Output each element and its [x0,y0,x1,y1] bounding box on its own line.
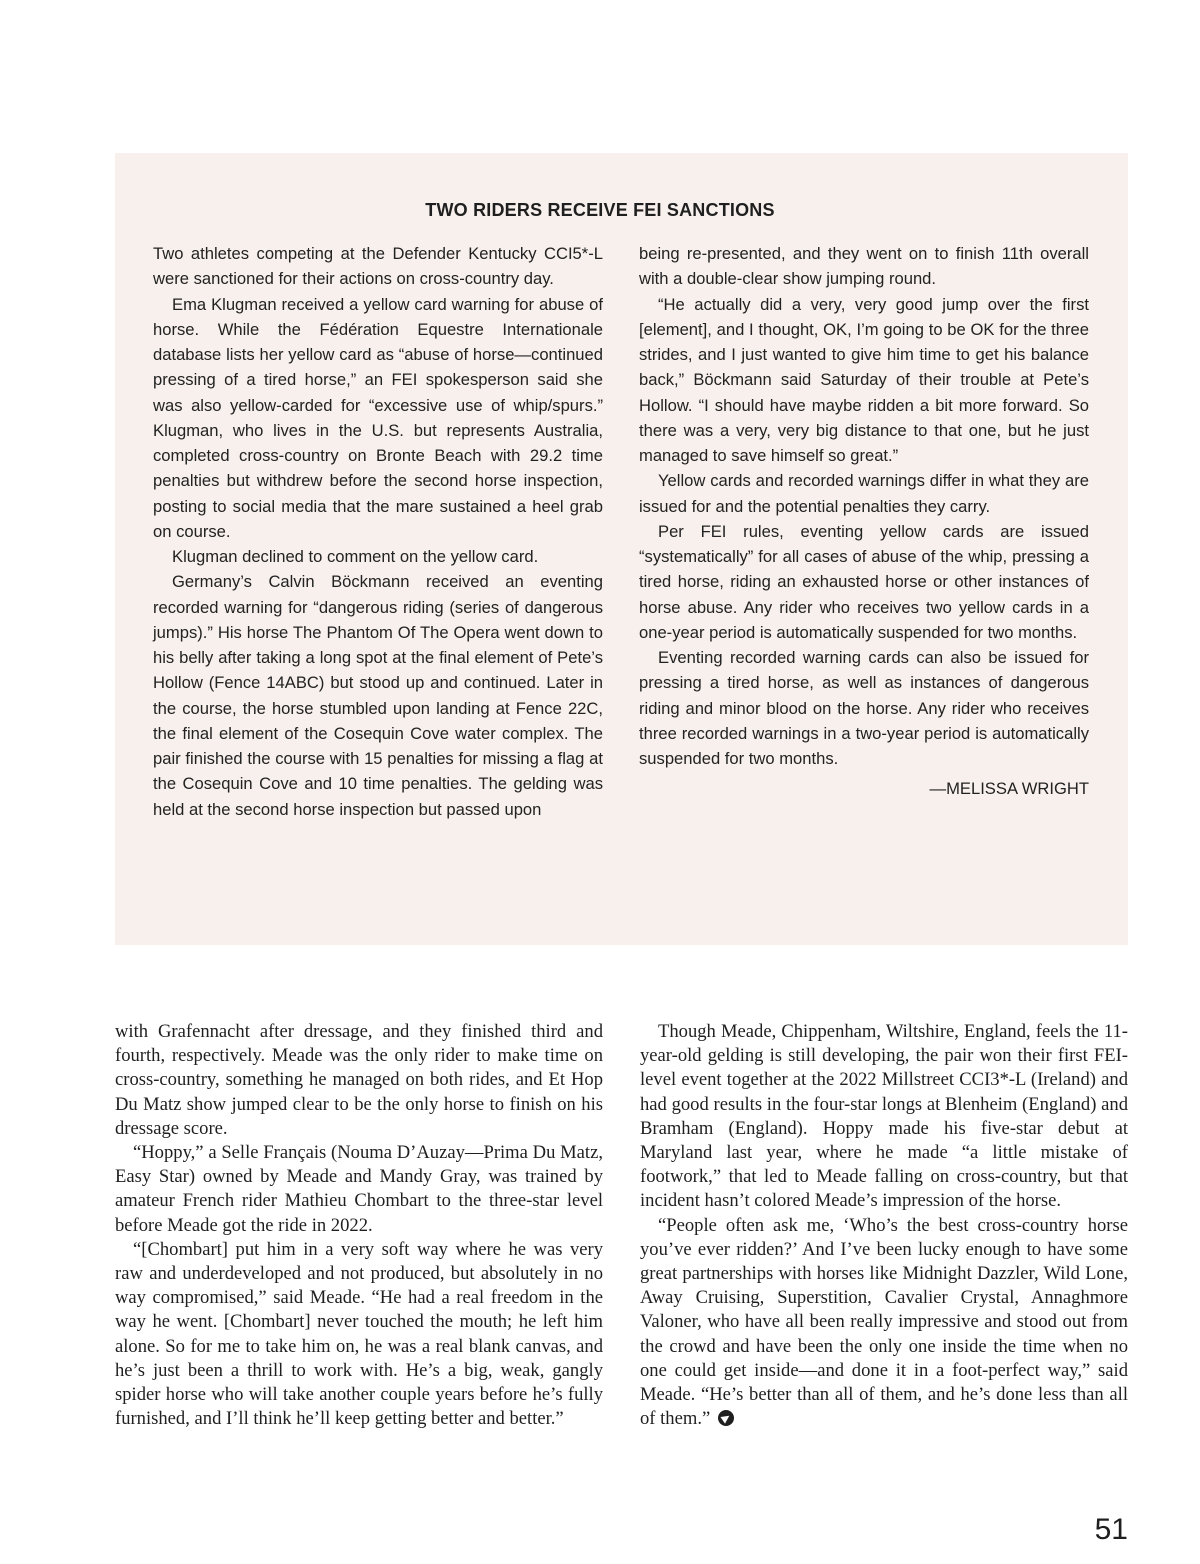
sidebar-paragraph: Ema Klugman received a yellow card warning for abuse of horse. While the Fédération Equestre Internationale database lists her yellow card as “abuse of horse—continued pressing of a tired horse,” an FEI spokesperson said she was also yellow-carded for “excessive use of whip/spurs.” Klugman, who lives in the U.S. but represents Australia, completed cross-country on Bronte Beach with 29.2 time penalties but withdrew before the second horse inspection, posting to social media that the mare sustained a heel grab on course. [153,294,603,541]
body-paragraph-last [640,1214,1128,1432]
sidebar-title: TWO RIDERS RECEIVE FEI SANCTIONS [425,200,775,220]
sidebar-column-left [153,241,603,822]
body-paragraph: Though Meade, Chippenham, Wiltshire, England, feels the 11-year-old gelding is still developing, the pair won their first FEI-level event together at the 2022 Millstreet CCI3*-L (Ireland) and had good results in the four-star longs at Blenheim (England) and Bramham (England). Hoppy made his five-star debut at Maryland last year, where he made “a little mistake of footwork,” that led to Meade falling on cross-country, but that incident hasn’t colored Meade’s impression of the horse. [640,1021,1128,1212]
page-number: 51 [1094,1513,1128,1546]
sidebar-paragraph: Eventing recorded warning cards can also be issued for pressing a tired horse, as well as instances of dangerous riding and minor blood on the horse. Any rider who receives three recorded warnings in a two-year period is automatically suspended for two months. [639,648,1089,768]
sidebar-paragraph: Two athletes competing at the Defender Kentucky CCI5*-L were sanctioned for their actions on cross-country day. [153,244,603,289]
sidebar-paragraph: Yellow cards and recorded warnings differ in what they are issued for and the potential penalties they carry. [639,471,1089,516]
sidebar-paragraph: Germany’s Calvin Böckmann received an eventing recorded warning for “dangerous riding (series of dangerous jumps).” His horse The Phantom Of The Opera went down to his belly after taking a long spot at the final element of Pete’s Hollow (Fence 14ABC) but stood up and continued. Later in the course, the horse stumbled upon landing at Fence 22C, the final element of the Cosequin Cove water complex. The pair finished the course with 15 penalties for missing a flag at the Cosequin Cove and 10 time penalties. The gelding was held at the second horse inspection but passed upon [153,572,603,819]
body-column-right [640,1020,1128,1431]
sidebar-paragraph: Per FEI rules, eventing yellow cards are issued “systematically” for all cases of abuse of the whip, pressing a tired horse, riding an exhausted horse or other instances of horse abuse. Any rider who receives two yellow cards in a one-year period is automatically suspended for two months. [639,521,1089,642]
byline: —MELISSA WRIGHT [929,779,1089,799]
body-paragraph-text: “People often ask me, ‘Who’s the best cross-country horse you’ve ever ridden?’ And I’ve been lucky enough to have some great partnerships with horses like Midnight Dazzler, Wild Lone, Away Cruising, Superstition, Cavalier Crystal, Annaghmore Valoner, who have all been really impressive and stood out from the crowd and have been the only one inside the time when no one could get inside—and done it in a foot-perfect way,” said Meade. “He’s better than all of them, and he’s done less than all of them.” [640,1214,1128,1430]
sidebar-paragraph: being re-presented, and they went on to finish 11th overall with a double-clear show jumping round. [639,244,1089,289]
sidebar-column-right [639,241,1089,802]
body-column-left [115,1020,603,1431]
sidebar-paragraph: “He actually did a very, very good jump over the first [element], and I thought, OK, I’m going to be OK for the three strides, and I just wanted to give him time to get his balance back,” Böckmann said Saturday of their trouble at Pete’s Hollow. “I should have maybe ridden a bit more forward. So there was a very, very big distance to that one, but he just managed to save himself so great.” [639,294,1089,465]
body-paragraph: “[Chombart] put him in a very soft way where he was very raw and underdeveloped and not produced, but absolutely in no way compromised,” said Meade. “He had a real freedom in the way he went. [Chombart] never touched the mouth; he left him alone. So for me to take him on, he was a real blank canvas, and he’s just been a thrill to work with. He’s a big, weak, gangly spider horse who will take another couple years before he’s fully furnished, and I’ll think he’ll keep getting better and better.” [115,1238,603,1430]
end-of-story-mark-icon [718,1410,734,1426]
sidebar-paragraph: Klugman declined to comment on the yellow card. [172,547,539,566]
body-paragraph: with Grafennacht after dressage, and they finished third and fourth, respectively. Meade was the only rider to make time on cross-country, something he managed on both rides, and Et Hop Du Matz show jumped clear to be the only horse to finish on his dressage score. [115,1021,603,1139]
body-paragraph: “Hoppy,” a Selle Français (Nouma D’Auzay—Prima Du Matz, Easy Star) owned by Meade and Mandy Gray, was trained by amateur French rider Mathieu Chombart to the three-star level before Meade got the ride in 2022. [115,1142,603,1236]
